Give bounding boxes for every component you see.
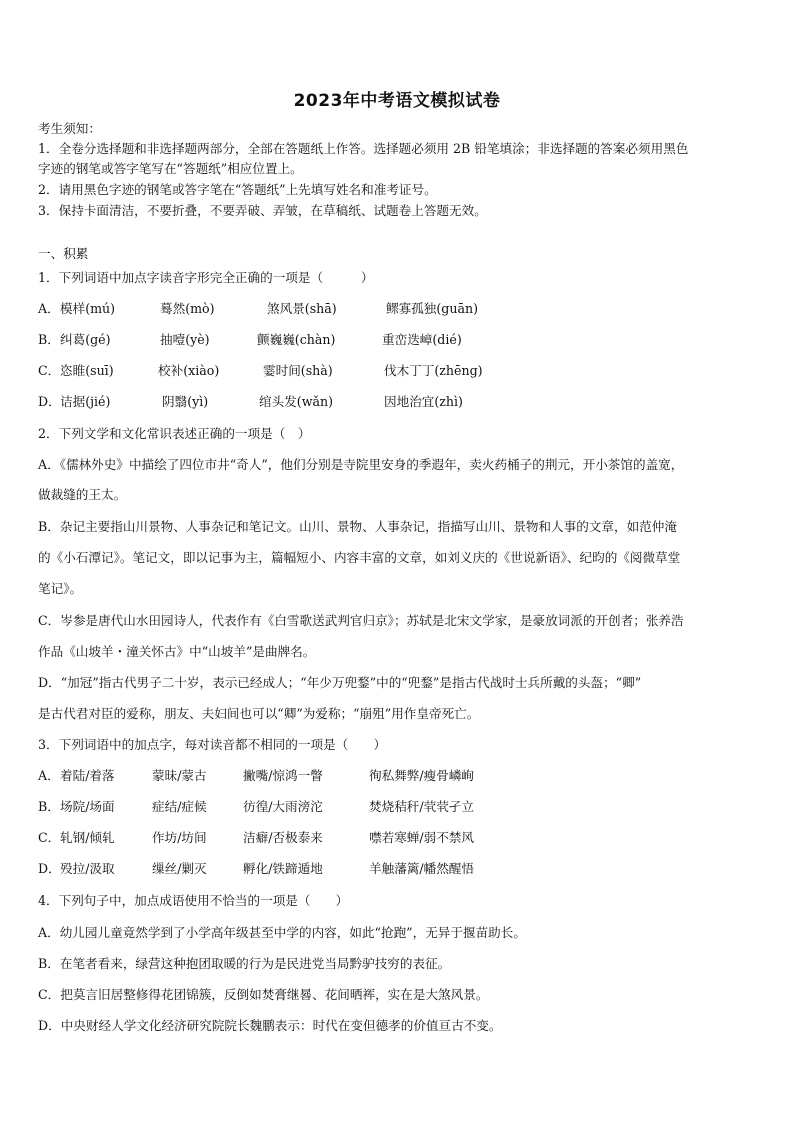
q2-text-line: 笔记》。 <box>38 581 83 596</box>
option-item: 煞风景(shā) <box>267 301 337 316</box>
option-item: 抽噎(yè) <box>160 332 210 347</box>
option-item: 场院/场面 <box>60 799 115 814</box>
option-item: 伐木丁丁(zhēng) <box>384 363 483 378</box>
option-item: 殁拉/汲取 <box>60 861 115 876</box>
question-1-stem: 1．下列词语中加点字读音字形完全正确的一项是（ ） <box>38 270 374 285</box>
option-label: A． <box>38 768 60 783</box>
option-item: 绾头发(wǎn) <box>259 394 334 409</box>
option-item: 重峦迭嶂(dié) <box>382 332 462 347</box>
option-item: 徇私舞弊/瘦骨嶙峋 <box>369 768 474 783</box>
option-item: 纠葛(gé) <box>60 332 111 347</box>
option-item: 鳏寡孤独(guān) <box>386 301 478 316</box>
q2-text-line: 的《小石潭记》。笔记文，即以记事为主，篇幅短小、内容丰富的文章，如刘义庆的《世说新语》、纪昀的《阅微草堂 <box>38 550 681 565</box>
option-item: 蓦然(mò) <box>160 301 215 316</box>
option-item: 作坊/坊间 <box>152 830 207 845</box>
option-item: 颤巍巍(chàn) <box>257 332 336 347</box>
q2-text-line: D．“加冠”指古代男子二十岁，表示已经成人；“年少万兜鍪”中的“兜鍪”是指古代战时士兵所戴的头盔；“卿” <box>38 675 642 690</box>
option-label: C． <box>38 363 61 378</box>
q4-option-line: A．幼儿园儿童竟然学到了小学高年级甚至中学的内容，如此“抢跑”，无异于揠苗助长。 <box>38 925 526 940</box>
option-item: 校补(xiào) <box>158 363 220 378</box>
q4-option-line: D．中央财经人学文化经济研究院院长魏鹏表示：时代在变但德孝的价值亘古不变。 <box>38 1018 502 1033</box>
option-item: 孵化/铁蹄遁地 <box>243 861 323 876</box>
q2-text-line: 做裁缝的王太。 <box>38 487 127 502</box>
option-item: 羊触藩篱/幡然醒悟 <box>369 861 474 876</box>
q4-option-line: C．把莫言旧居整修得花团锦簇，反倒如焚膏继晷、花间晒裈，实在是大煞风景。 <box>38 987 489 1002</box>
q2-text-line: 作品《山坡羊・潼关怀古》中“山坡羊”是曲牌名。 <box>38 644 316 659</box>
option-label: B． <box>38 799 60 814</box>
option-item: 诘据(jié) <box>60 394 111 409</box>
option-item: 症结/症候 <box>152 799 207 814</box>
page-title: 2023年中考语文模拟试卷 <box>293 91 501 111</box>
option-item: 着陆/着落 <box>60 768 115 783</box>
option-item: 焚烧秸秆/茕茕孑立 <box>369 799 474 814</box>
option-item: 缫丝/剿灭 <box>152 861 207 876</box>
q2-text-line: C．岑参是唐代山水田园诗人，代表作有《白雪歌送武判官归京》；苏轼是北宋文学家，是豪放词派的开创者；张养浩 <box>38 613 684 628</box>
option-label: A． <box>38 301 60 316</box>
option-label: D． <box>38 861 61 876</box>
option-item: 撇嘴/惊鸿一瞥 <box>243 768 323 783</box>
option-item: 因地治宜(zhì) <box>384 394 463 409</box>
option-item: 彷徨/大雨滂沱 <box>243 799 323 814</box>
q2-text-line: 是古代君对臣的爱称，朋友、夫妇间也可以“卿”为爱称；“崩殂”用作皇帝死亡。 <box>38 706 480 721</box>
notice-heading: 考生须知： <box>38 121 101 136</box>
option-item: 霎时间(shà) <box>263 363 333 378</box>
option-item: 洁癖/否极泰来 <box>243 830 323 845</box>
option-item: 噤若寒蝉/弱不禁风 <box>369 830 474 845</box>
option-item: 轧钢/倾轧 <box>60 830 115 845</box>
option-item: 阴翳(yì) <box>162 394 209 409</box>
section-heading: 一、积累 <box>38 246 89 261</box>
option-label: B． <box>38 332 60 347</box>
option-label: D． <box>38 394 61 409</box>
question-2-stem: 2．下列文学和文化常识表述正确的一项是（ ） <box>38 426 311 441</box>
notice-line: 3．保持卡面清洁，不要折叠，不要弄破、弄皱，在草稿纸、试题卷上答题无效。 <box>38 203 487 218</box>
question-4-stem: 4．下列句子中，加点成语使用不恰当的一项是（ ） <box>38 893 349 908</box>
option-item: 模样(mú) <box>60 301 116 316</box>
q2-text-line: A．《儒林外史》中描绘了四位市井“奇人”，他们分别是寺院里安身的季遐年，卖火药桶子的荆元，开小茶馆的盖宽， <box>38 457 684 472</box>
notice-line: 1．全卷分选择题和非选择题两部分，全部在答题纸上作答。选择题必须用 2B 铅笔填涂；非选择题的答案必须用黑色 <box>38 141 689 156</box>
notice-line: 字迹的钢笔或答字笔写在“答题纸”相应位置上。 <box>38 161 303 176</box>
option-item: 蒙昧/蒙古 <box>152 768 207 783</box>
q4-option-line: B．在笔者看来，绿营这种抱团取暖的行为是民进党当局黔驴技穷的表征。 <box>38 956 451 971</box>
q2-text-line: B．杂记主要指山川景物、人事杂记和笔记文。山川、景物、人事杂记，指描写山川、景物和人事的文章，如范仲淹 <box>38 519 677 534</box>
option-label: C． <box>38 830 61 845</box>
question-3-stem: 3．下列词语中的加点字，每对读音都不相同的一项是（ ） <box>38 737 387 752</box>
notice-line: 2．请用黑色字迹的钢笔或答字笔在“答题纸”上先填写姓名和准考证号。 <box>38 182 437 197</box>
option-item: 恣睢(suī) <box>60 363 114 378</box>
